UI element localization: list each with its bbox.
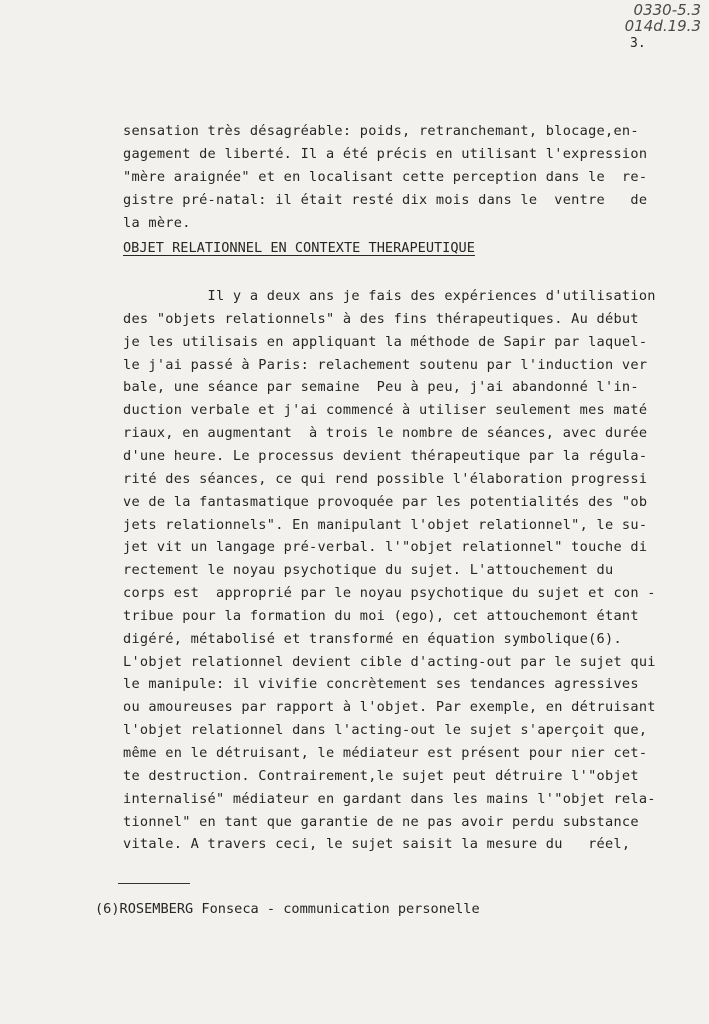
text-line: tribue pour la formation du moi (ego), cet attouchemont étant (123, 607, 639, 624)
text-line: digéré, métabolisé et transformé en équation symbolique(6). (123, 630, 622, 647)
text-line: le j'ai passé à Paris: relachement soutenu par l'induction ver (123, 356, 648, 373)
text-line: vitale. A travers ceci, le sujet saisit la mesure du réel, (123, 836, 631, 853)
archive-reference-line-2: 014d.19.3 (624, 17, 701, 35)
footnote: (6)ROSEMBERG Fonseca - communication personelle (95, 901, 480, 917)
section-heading: OBJET RELATIONNEL EN CONTEXTE THERAPEUTIQUE (123, 240, 475, 256)
text-line: jet vit un langage pré-verbal. l'"objet relationnel" touche di (123, 539, 648, 556)
text-line: d'une heure. Le processus devient thérapeutique par la régula- (123, 447, 648, 464)
text-line: bale, une séance par semaine Peu à peu, j'ai abandonné l'in- (123, 379, 639, 396)
text-line: l'objet relationnel dans l'acting-out le sujet s'aperçoit que, (123, 722, 648, 739)
text-line: rectement le noyau psychotique du sujet. L'attouchement du (123, 562, 614, 579)
archive-reference-line-1: 0330-5.3 (633, 1, 701, 19)
text-line: duction verbale et j'ai commencé à utiliser seulement mes maté (123, 402, 648, 419)
text-line: rité des séances, ce qui rend possible l'élaboration progressi (123, 470, 648, 487)
text-line: Il y a deux ans je fais des expériences d'utilisation (123, 288, 656, 304)
text-line: te destruction. Contrairement,le sujet peut détruire l'"objet (123, 767, 639, 784)
text-line: le manipule: il vivifie concrètement ses tendances agressives (123, 676, 639, 693)
text-line: sensation très désagréable: poids, retranchemant, blocage,en- (123, 123, 639, 139)
text-line: même en le détruisant, le médiateur est présent pour nier cet- (123, 745, 648, 761)
text-line: gistre pré-natal: il était resté dix mois dans le ventre de (123, 191, 648, 208)
text-line: ou amoureuses par rapport à l'objet. Par exemple, en détruisant (123, 699, 656, 716)
text-line: des "objets relationnels" à des fins thérapeutiques. Au début (123, 310, 639, 327)
text-line: riaux, en augmentant à trois le nombre de séances, avec durée (123, 425, 648, 442)
page-number: 3. (630, 36, 646, 51)
text-line: corps est approprié par le noyau psychotique du sujet et con - (123, 585, 656, 602)
text-line: gagement de liberté. Il a été précis en utilisant l'expression (123, 145, 648, 162)
text-line: tionnel" en tant que garantie de ne pas avoir perdu substance (123, 813, 639, 830)
text-line: internalisé" médiateur en gardant dans les mains l'"objet rela- (123, 790, 656, 807)
text-line: L'objet relationnel devient cible d'acting-out par le sujet qui (123, 653, 656, 670)
text-line: ve de la fantasmatique provoquée par les potentialités des "ob (123, 493, 648, 510)
text-line: jets relationnels". En manipulant l'objet relationnel", le su- (123, 516, 648, 533)
text-line: je les utilisais en appliquant la méthode de Sapir par laquel- (123, 333, 648, 350)
text-line: la mère. (123, 214, 191, 231)
archive-reference-stamp (591, 2, 701, 34)
text-line: "mère araignée" et en localisant cette perception dans le re- (123, 168, 648, 185)
footnote-rule (118, 883, 190, 884)
